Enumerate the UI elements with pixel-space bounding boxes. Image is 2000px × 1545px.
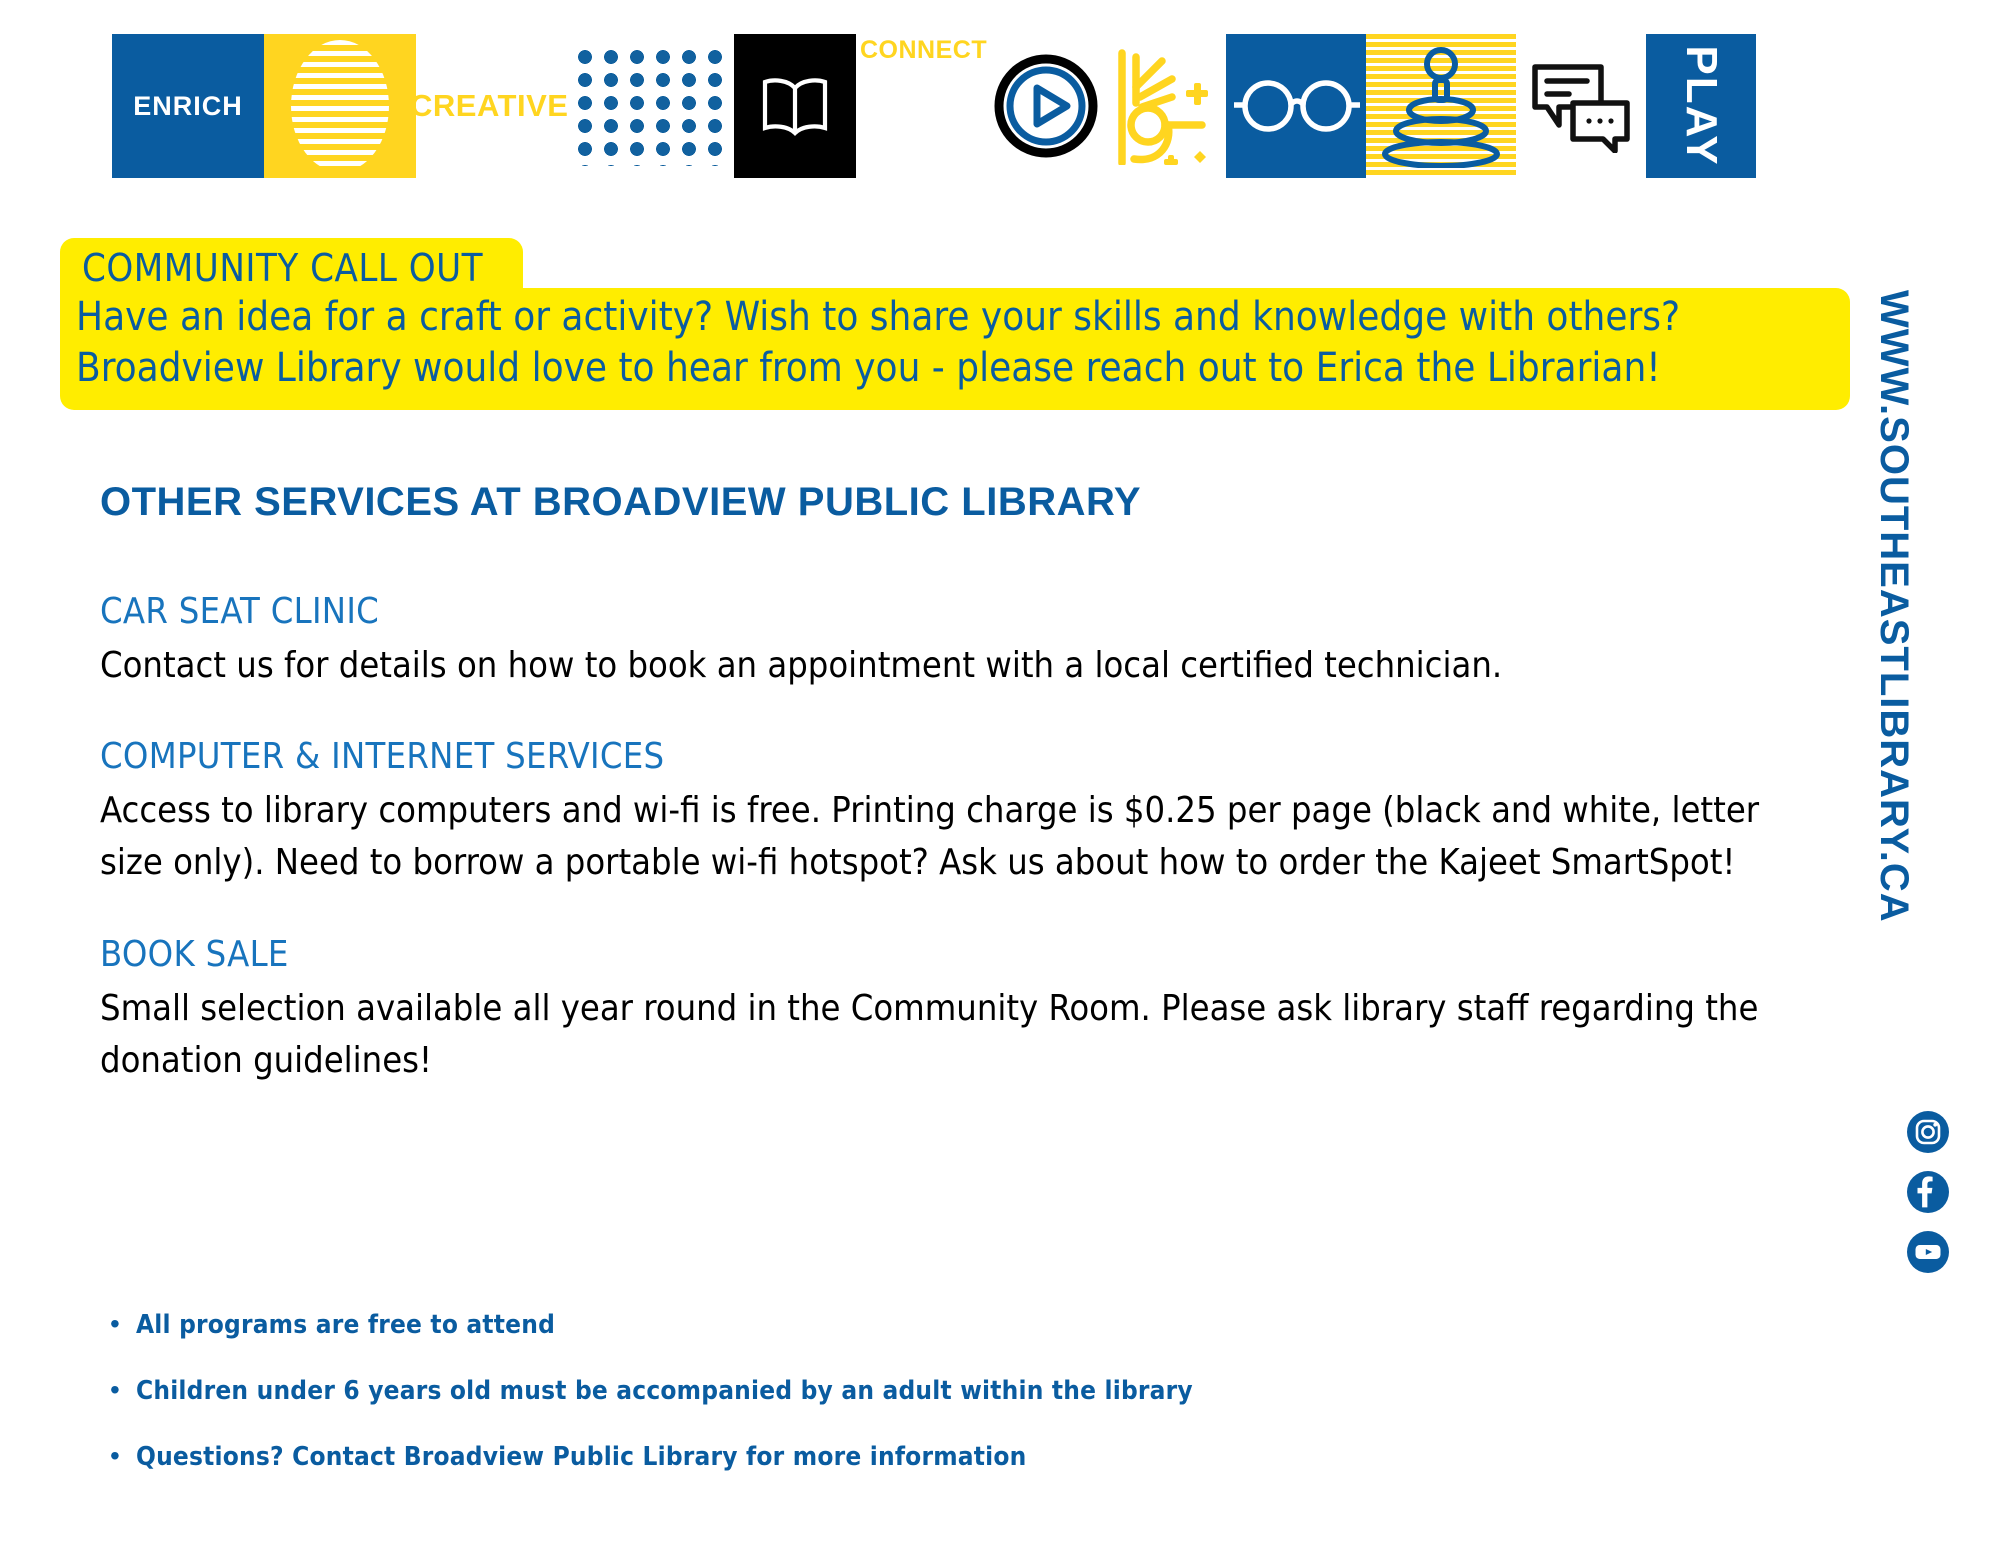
stacking-rings-icon [1366,34,1516,178]
service-body: Contact us for details on how to book an appointment with a local certified technician. [100,645,1503,686]
eyeglasses-icon [1226,34,1366,178]
stacking-rings-icon-svg [1382,44,1500,168]
other-services-section [100,480,1810,1131]
page-title: OTHER SERVICES AT BROADVIEW PUBLIC LIBRARY [100,480,1142,524]
service-body: Small selection available all year round in the Community Room. Please ask library staff regarding the donation guidelines! [100,987,1759,1081]
chat-bubbles-icon-svg [1529,59,1633,153]
service-body: Access to library computers and wi-fi is free. Printing charge is $0.25 per page (black and white, letter size only). Need to borrow a portable wi-fi hotspot? Ask us about how to order the Kajeet SmartSpot! [100,790,1760,884]
hand-sign-icon [1106,34,1226,178]
list-item-label: Children under 6 years old must be accompanied by an adult within the library [136,1376,1193,1406]
social-links [1906,1110,1950,1274]
banner-play-block [1646,34,1756,178]
service-car-seat-clinic [100,591,1810,692]
banner-connect-block [856,34,986,178]
sun-icon [264,34,416,178]
banner-play-label: PLAY [1677,45,1726,167]
list-item-label: Questions? Contact Broadview Public Library for more information [136,1442,1027,1472]
banner-enrich-label: ENRICH [133,90,243,121]
list-item [110,1376,1610,1406]
banner-enrich-block [112,34,264,178]
open-book-icon [734,34,856,178]
bullet-icon: • [110,1374,120,1405]
callout-line-2: Broadview Library would love to hear from you - please reach out to Erica the Librarian! [76,345,1661,392]
program-notes-list [110,1310,1610,1508]
brand-banner [112,34,1872,178]
eyeglasses-icon-svg [1231,74,1361,138]
banner-creative-label: CREATIVE [410,88,569,123]
instagram-icon[interactable] [1906,1110,1950,1154]
play-circle-icon-svg [994,54,1098,158]
youtube-icon[interactable] [1906,1230,1950,1274]
list-item [110,1310,1610,1340]
service-computer-internet [100,736,1810,889]
website-rail [1872,290,1992,1290]
callout-tab-label: COMMUNITY CALL OUT [82,246,484,290]
service-heading: CAR SEAT CLINIC [100,591,380,632]
banner-creative-block [410,34,576,178]
dot-grid-icon-shape [576,48,734,166]
service-heading: BOOK SALE [100,933,289,975]
service-book-sale [100,934,1810,1087]
callout-tab [60,238,523,292]
callout-body [60,288,1850,410]
dot-grid-icon [576,34,734,178]
hand-sign-icon-svg [1110,47,1222,165]
open-book-icon-svg [758,74,832,138]
bullet-icon: • [110,1308,120,1339]
bullet-icon: • [110,1440,120,1471]
banner-connect-label: CONNECT [860,36,988,64]
service-heading: COMPUTER & INTERNET SERVICES [100,736,665,778]
list-item [110,1442,1610,1472]
callout-line-1: Have an idea for a craft or activity? Wish to share your skills and knowledge with others? [76,294,1681,340]
website-url: WWW.SOUTHEASTLIBRARY.CA [1872,290,1916,923]
facebook-icon[interactable] [1906,1170,1950,1214]
chat-bubbles-icon [1516,34,1646,178]
play-circle-icon [986,34,1106,178]
community-call-out-callout [60,238,1850,410]
list-item-label: All programs are free to attend [136,1310,556,1340]
sun-icon-shape [291,40,389,172]
